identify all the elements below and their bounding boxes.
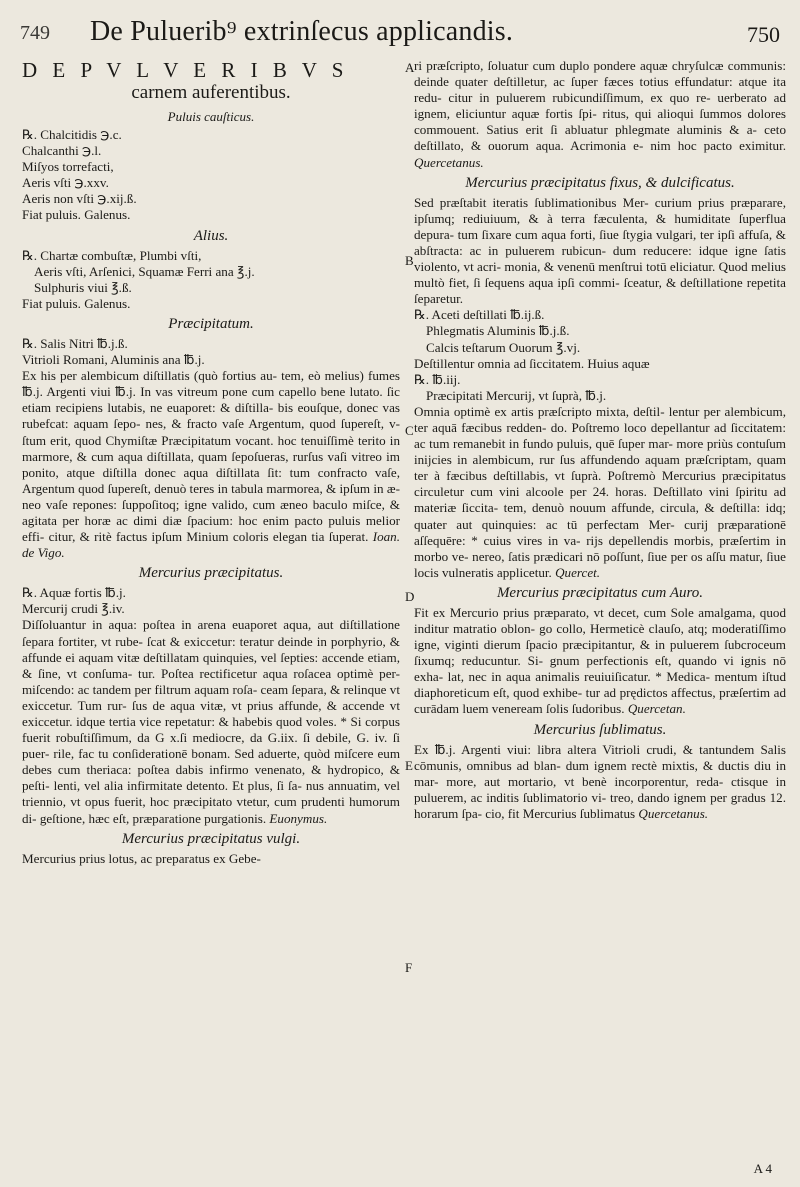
recipe-line: Aeris vſti ℈.xxv. [22,175,109,191]
running-title: D E P V L V E R I B V S [22,58,349,82]
paragraph [414,58,786,171]
section-heading: Mercurius ſublimatus. [533,721,667,738]
left-column [22,58,400,867]
paragraph [414,605,786,718]
recipe-list [22,248,400,312]
source-citation: Quercetanus. [638,805,709,821]
paragraph-text: Ex ℔.j. Argenti viui: libra altera Vitrioli crudi, & tantundem Salis cōmunis, omnibus ad blan- dum ignem rectè mixtis, & ductis diu in mar- more, aut mortario, vt benè incorporentur, reda- ctisque in puluerem, ac inditis ſublimatorio vi- treo, dando ignem per gradus 12. horarum ſpa- cio, fit Mercurius ſublimatus [414,741,786,821]
section-heading: Mercurius præcipitatus fixus, & dulcificatus. [465,174,735,191]
paragraph [22,368,400,561]
recipe-line: ℞. Chalcitidis ℈.c. [22,127,122,142]
recipe-line: Præcipitati Mercurij, vt ſuprà, ℔.j. [426,387,607,403]
paragraph-text: Omnia optimè ex artis præſcripto mixta, deſtil- lentur per alembicum, ter aquā fæcibus redden- do. Poſtremo loco depellantur ad ſiccitatem: ac tum remanebit in fundo puluis, quē ſuper mar- more priùs contuſum inijcies in alembicum, rur ſus affundendo aquam præſcriptam, quam ter à fæcibus deſtillabis, vt ſuprà. Poſtremò Mercurius præcipitatus circuletur cum vini alcoole per 24. horas. Deſtillato vini ſpiritu ad materiæ ſiccita- tem, denuò nouum affunde, circula, & deſtilla: idq; quater aut quinquies: ac tū perfectam Mer- curij præparationē aſſequēre: * cuius vires in va- rijs depellendis morbis, præſertim in morbo ve- nereo, ſatis prædicari nō poſſunt, ſiue per os aſſu matur, ſiue locis vulneratis applicetur. [414,403,786,580]
page-header [20,16,780,46]
recipe-list [414,372,786,404]
recipe-line: Aeris non vſti ℈.xij.ß. [22,191,137,207]
paragraph-text: Diſſoluantur in aqua: poſtea in arena euaporet aqua, aut diſtillatione ſepara fortiter, vt rube- ſcat & exiccetur: teratur deinde in porphyrio, & affunde ei aquam vitæ deſtillatam quinquies, vel ſepties: accende etiam, & ſine, vt conſuma- tur. Poſtea rectificetur aqua roſacea optimè per- miſcendo: ac tandem per filtrum aquam roſa- ceam ſepara, & relinque vt exiccetur. Tum rur- ſus de aqua vitæ, vt prius affunde, & accende vt exiccetur. idque tertia vice repetatur: & habebis quod voles. * Si corpus fuerit robuſtiſſimum, da G x.ſi mediocre, da G.iix. ſi debile, G. iv. ſi puer- rile, fac tu conſiderationē bonam. Sed aduerte, quòd miſcere eum debes cum theriaca: poſtea dabis infirmo venenato, & hydropico, & peſti- lenti, vel alia infirmitate detento. Et plus, ſi ſa- nus annuatim, vel triennio, vt opus fuerit, hoc præcipitato vtetur, cum prudenti humorum di- geſtione, hæc eſt, præparatione purgationis. [22,617,400,826]
source-citation: Ioan. de Vigo. [22,529,400,561]
right-column [414,58,786,822]
margin-letter: F [405,960,413,975]
margin-letter: C [405,423,414,438]
source-citation: Quercetan. [627,701,686,717]
page-title: De Puluerib⁹ extrinſecus applicandis. [90,16,514,47]
recipe-end: Fiat puluis. Galenus. [22,295,131,311]
recipe-line: Aeris vſti, Arſenici, Squamæ Ferri ana ℥.j. [34,263,255,279]
section-heading: Præcipitatum. [168,315,254,332]
section-heading: Mercurius præcipitatus vulgi. [121,830,301,847]
paragraph: Deſtillentur omnia ad ſiccitatem. Huius aquæ [414,355,650,371]
margin-letter: E [405,758,413,773]
margin-letter: B [405,253,414,268]
page-number-left: 749 [20,22,50,44]
recipe-line: ℞. Chartæ combuſtæ, Plumbi vſti, [22,247,202,263]
section-heading: Puluis cauſticus. [167,109,255,124]
source-citation: Quercet. [555,564,601,580]
recipe-list [22,127,400,224]
recipe-line: ℞. Aquæ fortis ℔.j. [22,585,126,601]
recipe-line: ℞. ℔.iij. [414,371,461,387]
section-heading: Mercurius præcipitatus. [138,565,284,582]
recipe-line: Vitrioli Romani, Aluminis ana ℔.j. [22,352,205,368]
page-number-right: 750 [747,22,780,47]
paragraph [414,742,786,822]
paragraph [414,404,786,581]
recipe-line: Sulphuris viui ℥.ß. [34,279,132,295]
margin-letter: A [405,60,415,75]
paragraph-text: Ex his per alembicum diſtillatis (quò fortius au- tem, eò melius) fumes ℔.j. Argenti viui ℔.j. In vas vitreum pone cum capello bene lutato. ſic etiam recipiens lutabis, ne euaporet: & diſtilla- bis eouſque, donec vas rubefcat: aquam ſepo- nes, & fracto vaſe Argentum, quod ſupereſt, v- ſtum erit, quod Chymiſtæ Præcipitatum vocant. hoc tenuiſſimè terito in marmore, & cum aqua diſtillata, quam ſepoſueras, rurſus vaſi vitreo im ponito, atque diſtilla donec aqua diſtillata ſit: tum confracto vaſe, Argentum quod ſupereſt, denuò teres in tabula marmorea, & ipſum in æ- neo vaſe repones: ſuppoſitoq; igne valido, cum æneo baculo miſce, & agitata per horæ ac dimi diæ ſpacium: hoc enim pacto puluis melior effi- citur, & ritè factus ipſum Minium coloris elegan tia ſuperat. [22,368,400,545]
source-citation: Euonymus. [269,810,328,826]
running-subtitle: carnem auferentibus. [131,82,291,103]
paragraph [22,617,400,826]
recipe-line: Mercurij crudi ℥.iv. [22,601,125,617]
paragraph: Mercurius prius lotus, ac preparatus ex Gebe- [22,850,261,866]
recipe-line: ℞. Aceti deſtillati ℔.ij.ß. [414,307,545,323]
catchword-signature: A 4 [753,1161,772,1176]
section-heading: Mercurius præcipitatus cum Auro. [496,584,704,601]
section-heading: Alius. [193,227,229,244]
recipe-line: Calcis teſtarum Ouorum ℥.vj. [426,339,581,355]
recipe-line: ℞. Salis Nitri ℔.j.ß. [22,335,128,351]
recipe-list [414,307,786,355]
recipe-list [22,585,400,617]
recipe-line: Chalcanthi ℈.l. [22,143,102,159]
margin-letter: D [405,589,415,604]
recipe-line: Phlegmatis Aluminis ℔.j.ß. [426,323,570,339]
paragraph-text: ri præſcripto, ſoluatur cum duplo pondere aquæ chryſulcæ communis: deinde quater deſtilletur, ac ſuper fæces totius effundatur: atque ita redu- citur in puluerem rubicundiſſimum, ex quo re- uerberato ad ignem, eliciuntur aquæ fortis ſpi- ritus, qui alioqui ſummos dolores commouent. Satius erit ſi abluatur phlegmate aluminis & a- ceto deſtillato, & ouorum aqua. Acrimonia e- nim hoc pacto eximitur. [414,58,786,154]
recipe-line: Miſyos torrefacti, [22,159,114,175]
recipe-list [22,336,400,368]
recipe-end: Fiat puluis. Galenus. [22,207,131,223]
paragraph-text: Fit ex Mercurio prius præparato, vt decet, cum Sole amalgama, quod inditur matratio oblon- go collo, Hermeticè clauſo, atq; moderatiſſimo igne, viginti dierum ſpacio præcipitantur, & in puluerem ſubcroceum ſixumq; reducuntur. Si- gnum perfectionis eſt, quando vi ignis nō exha- lat, nec in aqua animalis reuiuiſicatur. * Medica- mentum iſtud diaphoreticum eſt, quod exhibe- tur ad prędictos affectus, præſertim ad curādam luem veneream ſolis ſudoribus. [414,604,786,717]
source-citation: Quercetanus. [414,154,484,170]
paragraph: Sed præſtabit iteratis ſublimationibus Mer- curium prius præparare, ipſumq; rediuiuum, & à terra fæculenta, & humiditate ſuperflua depura- tum ſixare cum aqua forti, ſiue ſtygia vulgari, ter ipſi affuſa, & abſtracta: ac in puluerem rubicun- dum reducere: idque igne ſatis violento, vt acri- monia, & venenū menſtrui totū eliciatur. Quod melius multò fiet, ſi ſequens aqua ipſi commi- ſceatur, & deſtillatione repetita ſeparetur. [414,194,786,307]
